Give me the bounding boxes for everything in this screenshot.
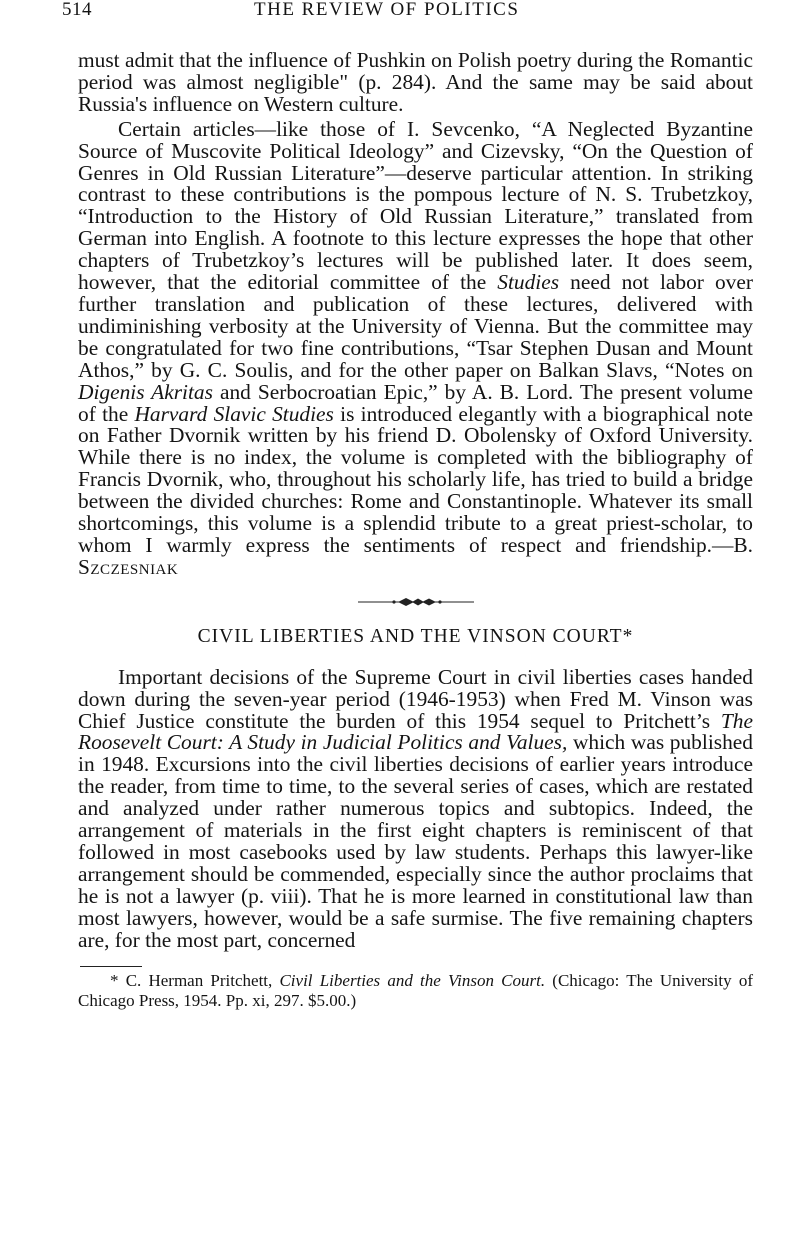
section-divider-ornament bbox=[356, 595, 476, 609]
footnote-rule bbox=[80, 966, 142, 967]
review-heading: CIVIL LIBERTIES AND THE VINSON COURT* bbox=[197, 625, 634, 647]
text-run: (Chicago: The University of Chicago Press, 1954. Pp. xi, 297. $5.00.) bbox=[78, 970, 753, 1010]
italic-title: The Roosevelt Court: A Study in Judicial Politics and Values, bbox=[78, 708, 753, 755]
text-run: Certain articles—like those of I. Sevcenko, “A Neglected Byzantine Source of Muscovite Political Ideology” and Cizevsky, “On the Question of Genres in Old Russian Literature”—deserve particular attention. In striking contrast to these contributions is the pompous lecture of N. S. Trubetzkoy, “Introduction to the History of Old Russian Literature,” translated from German into English. A footnote to this lecture expresses the hope that other chapters of Trubetzkoy’s lectures will be published later. It does seem, however, that the editorial committee of the bbox=[78, 116, 753, 295]
text-run: need not labor over further translation and publication of these lectures, delivered with undiminishing verbosity at the University of Vienna. But the committee may be congratulated for two fine contributions, “Tsar Stephen Dusan and Mount Athos,” by G. C. Soulis, and for the other paper on Balkan Slavs, “Notes on bbox=[78, 270, 753, 382]
italic-title: Harvard Slavic Studies bbox=[134, 401, 334, 426]
reviewer-signature: Szczesniak bbox=[78, 554, 179, 579]
text-run: is introduced elegantly with a biographical note on Father Dvornik written by his friend D. Obolensky of Oxford University. While there is no index, the volume is completed with the bibliography of Francis Dvornik, who, throughout his scholarly life, has tried to build a bridge between the divided churches: Rome and Constantinople. Whatever its small shortcomings, this volume is a splendid tribute to a great priest-scholar, to whom I warmly express the sentiments of respect and friendship.—B. bbox=[78, 401, 753, 557]
text-run: Important decisions of the Supreme Court in civil liberties cases handed down during the seven-year period (1946-1953) when Fred M. Vinson was Chief Justice constitute the burden of this 1954 sequel to Pritchett’s bbox=[78, 664, 753, 733]
text-run: and Serbocroatian Epic,” by A. B. Lord. The present volume of the bbox=[78, 379, 753, 426]
continuation-paragraph: must admit that the influence of Pushkin on Polish poetry during the Romantic period was almost negligible" (p. 284). And the same may be said about Russia's influence on Western culture. bbox=[78, 48, 753, 116]
text-run: * C. Herman Pritchett, bbox=[110, 970, 280, 990]
page-number: 514 bbox=[62, 0, 92, 20]
italic-title: Digenis Akritas bbox=[78, 379, 213, 404]
review-paragraph bbox=[78, 664, 753, 952]
running-head bbox=[62, 0, 753, 24]
footnote bbox=[78, 971, 753, 1011]
page bbox=[62, 0, 753, 1011]
italic-title: Civil Liberties and the Vinson Court. bbox=[279, 970, 546, 990]
italic-title: Studies bbox=[497, 270, 560, 295]
review-paragraph bbox=[78, 116, 753, 579]
text-run: which was published in 1948. Excursions into the civil liberties decisions of earlier years introduce the reader, from time to time, to the several series of cases, which are restated and analyzed under rather numerous topics and subtopics. Indeed, the arrangement of materials in the first eight chapters is reminiscent of that followed in most casebooks used by law students. Perhaps this lawyer-like arrangement should be commended, especially since the author proclaims that he is not a lawyer (p. viii). That he is more learned in constitutional law than most lawyers, however, would be a safe surmise. The five remaining chapters are, for the most part, concerned bbox=[78, 730, 753, 952]
journal-title: THE REVIEW OF POLITICS bbox=[254, 0, 520, 20]
